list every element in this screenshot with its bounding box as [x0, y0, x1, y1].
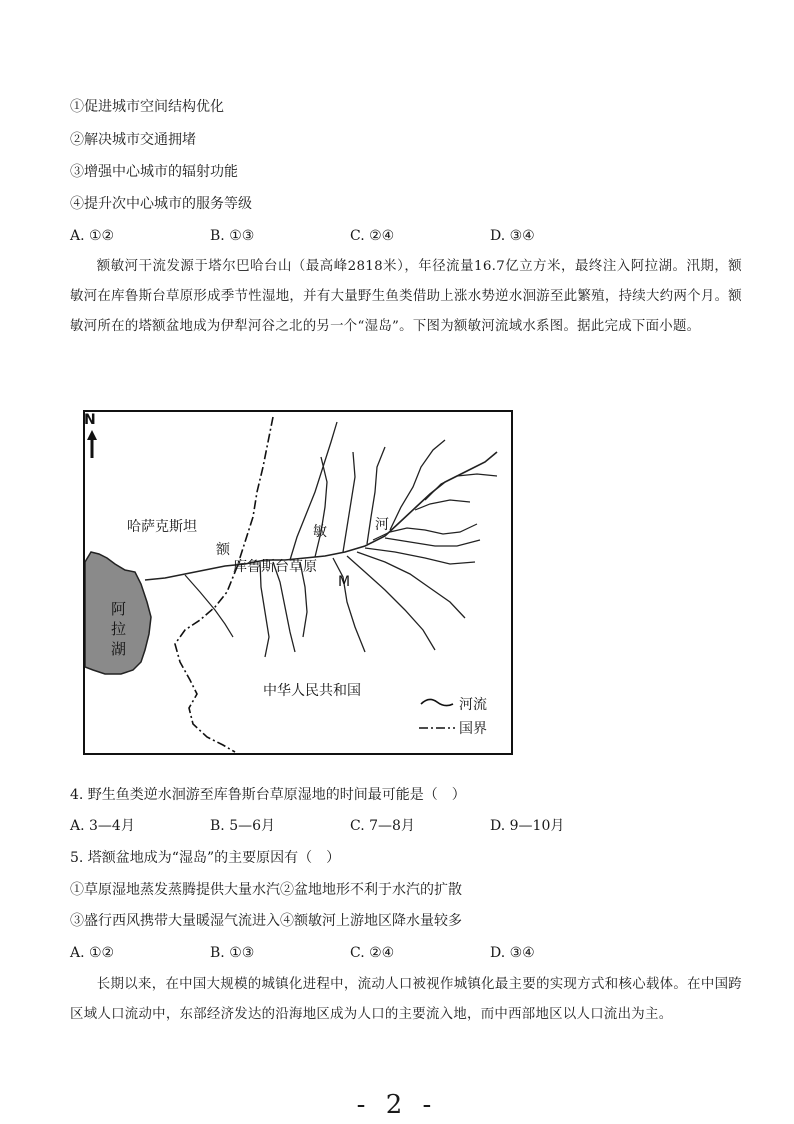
passage-urbanization: 长期以来，在中国大规模的城镇化进程中，流动人口被视作城镇化最主要的实现方式和核心载体。在中国跨区域人口流动中，东部经济发达的沿海地区成为人口的主要流入地，而中西部地区以人口流出为主。 [70, 977, 742, 1022]
q5-option-c: C. ②④ [350, 945, 395, 961]
legend-border-label: 国界 [459, 721, 487, 737]
q3-item-3: ③增强中心城市的辐射功能 [70, 164, 238, 180]
q5-option-d: D. ③④ [490, 945, 535, 961]
point-m-label: M [338, 574, 351, 590]
q4-stem: 4. 野生鱼类逆水洄游至库鲁斯台草原湿地的时间最可能是（ ） [70, 787, 466, 803]
q5-option-b: B. ①③ [210, 945, 255, 961]
passage-eminhe: 额敏河干流发源于塔尔巴哈台山（最高峰2818米），年径流量16.7亿立方米，最终注入阿拉湖。汛期，额敏河在库鲁斯台草原形成季节性湿地，并有大量野生鱼类借助上涨水势逆水洄游至此繁殖，持续大约两个月。额敏河所在的塔额盆地成为伊犁河谷之北的另一个“湿岛”。下图为额敏河流域水系图。据此完成下面小题。 [70, 259, 742, 334]
legend-river-label: 河流 [459, 697, 487, 713]
q3-option-b: B. ①③ [210, 228, 255, 244]
border-line [175, 417, 273, 752]
q3-option-d: D. ③④ [490, 228, 535, 244]
q4-option-a: A. 3—4月 [70, 818, 135, 834]
q3-option-a: A. ①② [70, 228, 115, 244]
q3-option-c: C. ②④ [350, 228, 395, 244]
q5-items-line-1: ①草原湿地蒸发蒸腾提供大量水汽②盆地地形不利于水汽的扩散 [70, 882, 462, 898]
river-system-map [83, 410, 513, 755]
river-char-min: 敏 [313, 524, 327, 540]
lake-char-3: 湖 [111, 640, 127, 658]
page-number: - 2 - [356, 1090, 438, 1120]
q3-item-4: ④提升次中心城市的服务等级 [70, 196, 252, 212]
q5-items-line-2: ③盛行西风携带大量暖湿气流进入④额敏河上游地区降水量较多 [70, 913, 462, 929]
q5-stem: 5. 塔额盆地成为“湿岛”的主要原因有（ ） [70, 850, 341, 866]
grassland-label: 库鲁斯台草原 [233, 559, 317, 575]
q3-item-1: ①促进城市空间结构优化 [70, 99, 224, 115]
q4-option-d: D. 9—10月 [490, 818, 565, 834]
lake-char-2: 拉 [111, 620, 127, 638]
river-char-he: 河 [375, 517, 389, 533]
lake-char-1: 阿 [111, 600, 127, 618]
q4-option-b: B. 5—6月 [210, 818, 276, 834]
legend-river-symbol [421, 699, 453, 705]
north-arrow-head [87, 430, 97, 440]
north-label: N [84, 412, 96, 428]
kazakhstan-label: 哈萨克斯坦 [127, 519, 197, 535]
q3-item-2: ②解决城市交通拥堵 [70, 132, 196, 148]
china-label: 中华人民共和国 [263, 683, 361, 699]
river-char-e: 额 [216, 542, 230, 558]
q5-option-a: A. ①② [70, 945, 115, 961]
q4-option-c: C. 7—8月 [350, 818, 415, 834]
map-drawing [85, 412, 511, 753]
